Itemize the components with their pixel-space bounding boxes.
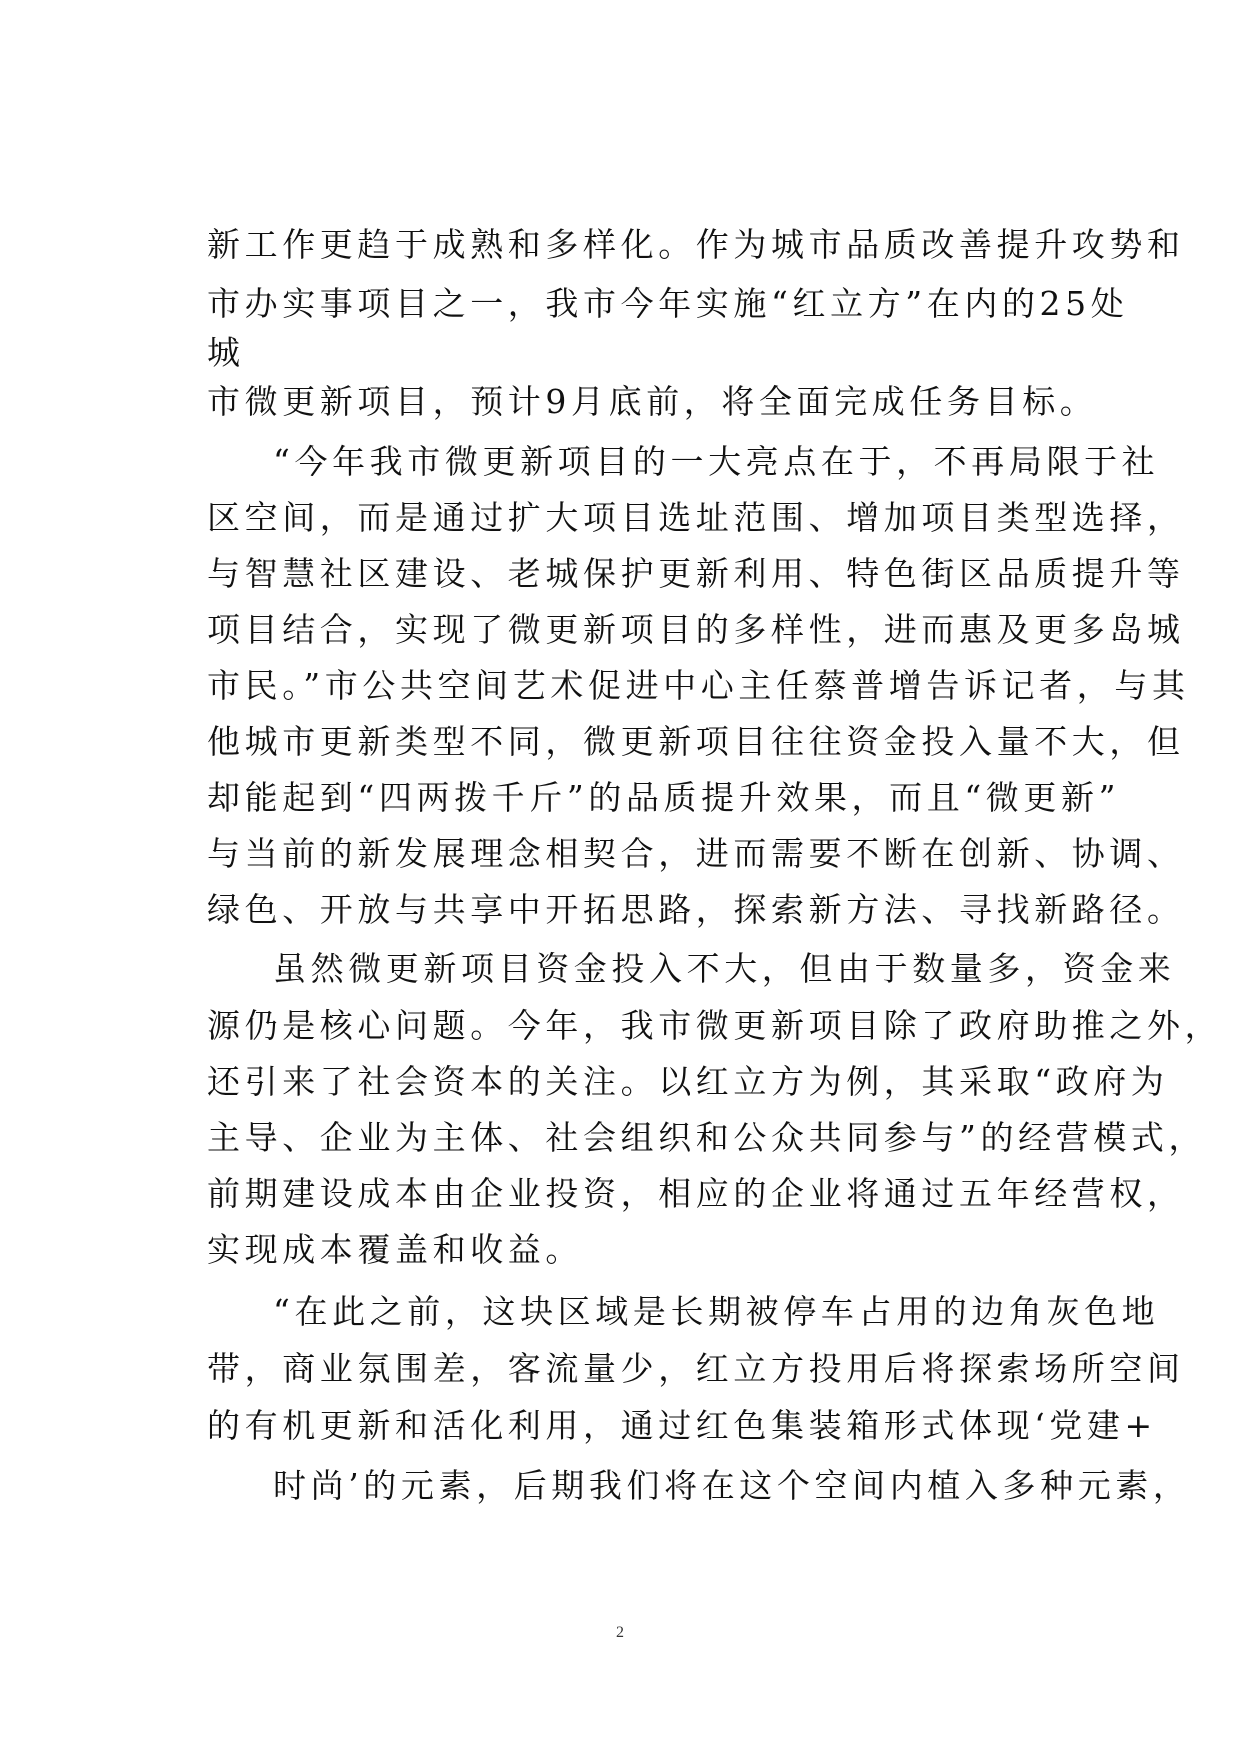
text-line: 源仍是核心问题。今年，我市微更新项目除了政府助推之外，: [207, 1006, 1223, 1045]
text-line: 实现成本覆盖和收益。: [207, 1230, 583, 1269]
text-line: 绿色、开放与共享中开拓思路，探索新方法、寻找新路径。: [207, 890, 1185, 929]
text-line: 还引来了社会资本的关注。以红立方为例，其采取“政府为: [207, 1062, 1169, 1101]
paragraph-start-line: 时尚’的元素，后期我们将在这个空间内植入多种元素，: [273, 1466, 1191, 1505]
paragraph-start-line: “今年我市微更新项目的一大亮点在于，不再局限于社: [273, 442, 1160, 481]
paragraph-start-line: 虽然微更新项目资金投入不大，但由于数量多，资金来: [273, 949, 1176, 988]
paragraph-start-line: “在此之前，这块区域是长期被停车占用的边角灰色地: [273, 1292, 1160, 1331]
text-line: 带，商业氛围差，客流量少，红立方投用后将探索场所空间: [207, 1349, 1185, 1388]
text-line: 却能起到“四两拨千斤”的品质提升效果，而且“微更新”: [207, 778, 1121, 817]
text-line: 与智慧社区建设、老城保护更新利用、特色街区品质提升等: [207, 554, 1185, 593]
text-line: 区空间，而是通过扩大项目选址范围、增加项目类型选择，: [207, 498, 1185, 537]
text-line: 城: [207, 333, 245, 372]
text-line: 与当前的新发展理念相契合，进而需要不断在创新、协调、: [207, 834, 1185, 873]
text-line: 项目结合，实现了微更新项目的多样性，进而惠及更多岛城: [207, 610, 1185, 649]
text-line: 他城市更新类型不同，微更新项目往往资金投入量不大，但: [207, 722, 1185, 761]
text-line: 新工作更趋于成熟和多样化。作为城市品质改善提升攻势和: [207, 225, 1185, 264]
text-line: 市微更新项目，预计9月底前，将全面完成任务目标。: [207, 382, 1098, 421]
page-number: 2: [616, 1624, 624, 1641]
text-line: 市民。”市公共空间艺术促进中心主任蔡普增告诉记者，与其: [207, 666, 1190, 705]
text-line: 前期建设成本由企业投资，相应的企业将通过五年经营权，: [207, 1174, 1185, 1213]
text-line: 市办实事项目之一，我市今年实施“红立方”在内的25处: [207, 284, 1129, 323]
text-line: 主导、企业为主体、社会组织和公众共同参与”的经营模式，: [207, 1118, 1207, 1157]
text-line: 的有机更新和活化利用，通过红色集装箱形式体现‘党建+: [207, 1406, 1157, 1445]
